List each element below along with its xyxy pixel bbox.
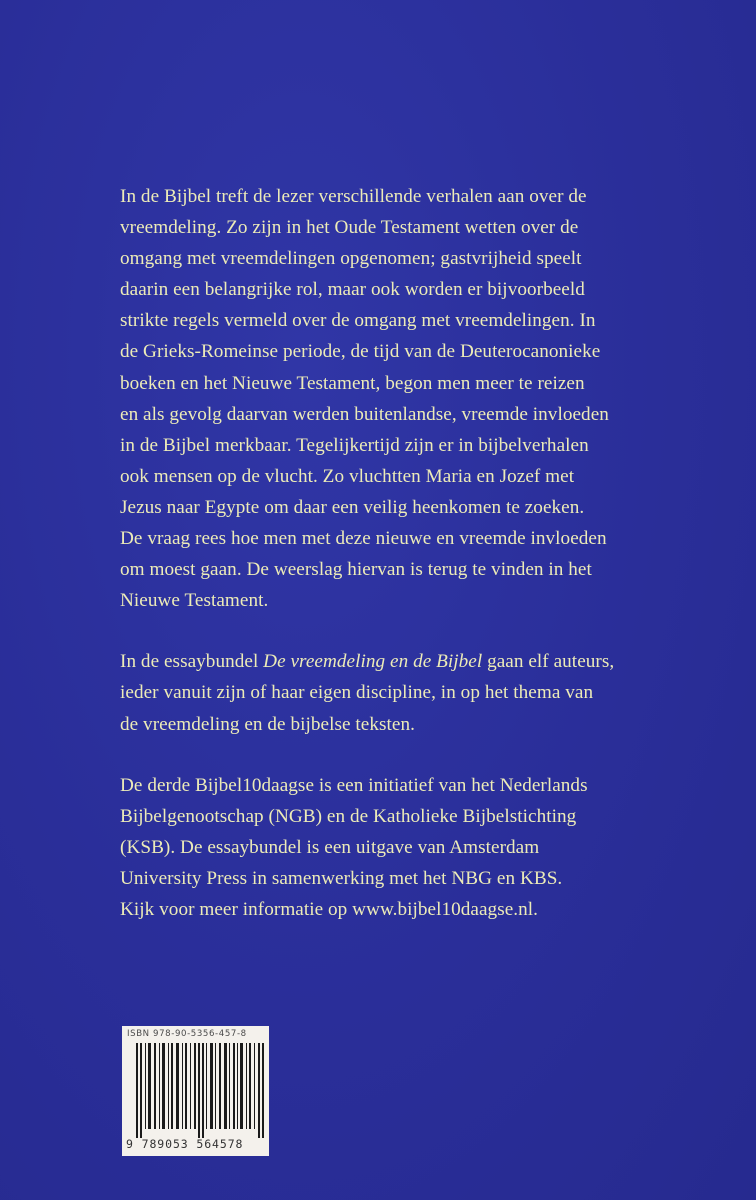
text-line: De vraag rees hoe men met deze nieuwe en vreemde invloeden bbox=[120, 528, 607, 550]
text-line: en als gevolg daarvan werden buitenlandse, vreemde invloeden bbox=[120, 403, 609, 425]
text-segment: gaan elf auteurs, bbox=[482, 651, 615, 673]
text-line: University Press in samenwerking met het NBG en KBS. bbox=[120, 867, 563, 889]
text-line: (KSB). De essaybundel is een uitgave van Amsterdam bbox=[120, 836, 540, 858]
ean-digits: 9 789053 564578 bbox=[126, 1137, 244, 1151]
barcode-bars-icon bbox=[136, 1043, 266, 1138]
text-line: boeken en het Nieuwe Testament, begon men meer te reizen bbox=[120, 372, 585, 394]
blurb-paragraph-1 bbox=[120, 181, 640, 616]
text-line: de vreemdeling en de bijbelse teksten. bbox=[120, 713, 415, 735]
blurb-paragraph-3 bbox=[120, 770, 640, 925]
text-line: vreemdeling. Zo zijn in het Oude Testament wetten over de bbox=[120, 217, 579, 239]
text-line: ook mensen op de vlucht. Zo vluchtten Maria en Jozef met bbox=[120, 465, 575, 487]
blurb-text bbox=[120, 181, 640, 955]
text-line: ieder vanuit zijn of haar eigen discipline, in op het thema van bbox=[120, 682, 594, 704]
text-line: omgang met vreemdelingen opgenomen; gastvrijheid speelt bbox=[120, 248, 582, 270]
text-line bbox=[120, 646, 640, 677]
text-line: in de Bijbel merkbaar. Tegelijkertijd zijn er in bijbelverhalen bbox=[120, 434, 589, 456]
text-line: Jezus naar Egypte om daar een veilig heenkomen te zoeken. bbox=[120, 496, 585, 518]
text-line: Bijbelgenootschap (NGB) en de Katholieke Bijbelstichting bbox=[120, 805, 577, 827]
text-line: strikte regels vermeld over de omgang met vreemdelingen. In bbox=[120, 310, 596, 332]
text-line: daarin een belangrijke rol, maar ook worden er bijvoorbeeld bbox=[120, 279, 585, 301]
text-line: De derde Bijbel10daagse is een initiatief van het Nederlands bbox=[120, 774, 588, 796]
text-line: de Grieks-Romeinse periode, de tijd van de Deuterocanonieke bbox=[120, 341, 601, 363]
isbn-label: ISBN 978-90-5356-457-8 bbox=[127, 1029, 247, 1039]
book-title: De vreemdeling en de Bijbel bbox=[263, 651, 483, 673]
text-line: om moest gaan. De weerslag hiervan is terug te vinden in het bbox=[120, 559, 592, 581]
isbn-barcode bbox=[122, 1026, 269, 1156]
text-line: Nieuwe Testament. bbox=[120, 590, 269, 612]
text-line: Kijk voor meer informatie op www.bijbel10daagse.nl. bbox=[120, 898, 538, 920]
blurb-paragraph-2 bbox=[120, 646, 640, 739]
text-segment: In de essaybundel bbox=[120, 651, 264, 673]
text-line: In de Bijbel treft de lezer verschillende verhalen aan over de bbox=[120, 186, 587, 207]
